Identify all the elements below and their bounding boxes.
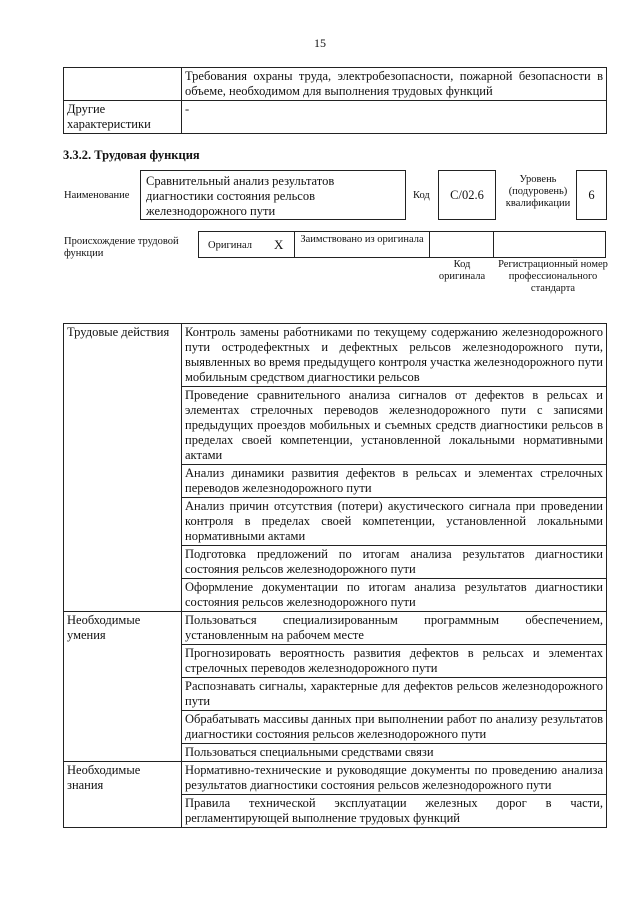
section-title: 3.3.2. Трудовая функция [63, 148, 200, 162]
table-cell: - [182, 101, 607, 134]
divider [429, 232, 430, 257]
labor-action-item: Проведение сравнительного анализа сигналов от дефектов в рельсах и элементах стрелочных переводов железнодорожного пути с записями предыдущих проездов мобильных и съемных средств диагностики рельсов в пределах своей компетенции, установленной локальными нормативными актами [182, 387, 607, 465]
labor-action-item: Оформление документации по итогам анализа результатов диагностики состояния рельсов железнодорожного пути [182, 579, 607, 612]
labor-action-item: Анализ причин отсутствия (потери) акустического сигнала при проведении контроля в пределах своей компетенции, установленной локальными нормативными актами [182, 498, 607, 546]
code-field: C/02.6 [438, 170, 496, 220]
labor-action-item: Подготовка предложений по итогам анализа результатов диагностики состояния рельсов железнодорожного пути [182, 546, 607, 579]
function-name-field: Сравнительный анализ результатов диагностики состояния рельсов железнодорожного пути [140, 170, 406, 220]
skill-item: Обрабатывать массивы данных при выполнении работ по анализу результатов диагностики состояния рельсов железнодорожного пути [182, 711, 607, 744]
main-function-table [63, 323, 607, 828]
table-cell-empty [64, 68, 182, 101]
level-field: 6 [576, 170, 607, 220]
table-row [64, 762, 607, 795]
knowledge-item: Нормативно-технические и руководящие документы по проведению анализа результатов диагностики состояния рельсов железнодорожного пути [182, 762, 607, 795]
knowledge-item: Правила технической эксплуатации железных дорог в части, регламентирующей выполнение трудовых функций [182, 795, 607, 828]
level-label: Уровень (подуровень) квалификации [505, 174, 571, 209]
table-row [64, 101, 607, 134]
code-origin-label: Код оригинала [438, 259, 486, 282]
row-label-labor-actions: Трудовые действия [64, 324, 182, 612]
code-label: Код [413, 190, 430, 201]
skill-item: Пользоваться специализированным программным обеспечением, установленным на рабочем месте [182, 612, 607, 645]
name-label: Наименование [64, 190, 130, 201]
labor-action-item: Контроль замены работниками по текущему содержанию железнодорожного пути остродефектных и дефектных рельсов железнодорожного пути, выявленных во время предыдущего контроля участка железнодорожного пути мобильным средством диагностики рельсов [182, 324, 607, 387]
row-label-knowledge: Необходимые знания [64, 762, 182, 828]
table-row [64, 612, 607, 645]
table-cell: Требования охраны труда, электробезопасности, пожарной безопасности в объеме, необходимом для выполнения трудовых функций [182, 68, 607, 101]
table-row [64, 324, 607, 387]
labor-action-item: Анализ динамики развития дефектов в рельсах и элементах стрелочных переводов железнодорожного пути [182, 465, 607, 498]
origin-label: Происхождение трудовой функции [64, 236, 179, 259]
page-number: 15 [314, 36, 326, 50]
reg-number-label: Регистрационный номер профессионального стандарта [498, 259, 608, 294]
row-label-skills: Необходимые умения [64, 612, 182, 762]
top-continuation-table [63, 67, 607, 134]
skill-item: Пользоваться специальными средствами связи [182, 744, 607, 762]
skill-item: Распознавать сигналы, характерные для дефектов рельсов железнодорожного пути [182, 678, 607, 711]
skill-item: Прогнозировать вероятность развития дефектов в рельсах и элементах стрелочных переводов железнодорожного пути [182, 645, 607, 678]
origin-box [198, 231, 606, 258]
row-label-other-characteristics: Другие характеристики [64, 101, 182, 134]
original-mark: X [274, 237, 284, 252]
original-label: Оригинал [208, 240, 252, 251]
divider [493, 232, 494, 257]
table-row [64, 68, 607, 101]
borrowed-label: Заимствовано из оригинала [300, 234, 424, 245]
